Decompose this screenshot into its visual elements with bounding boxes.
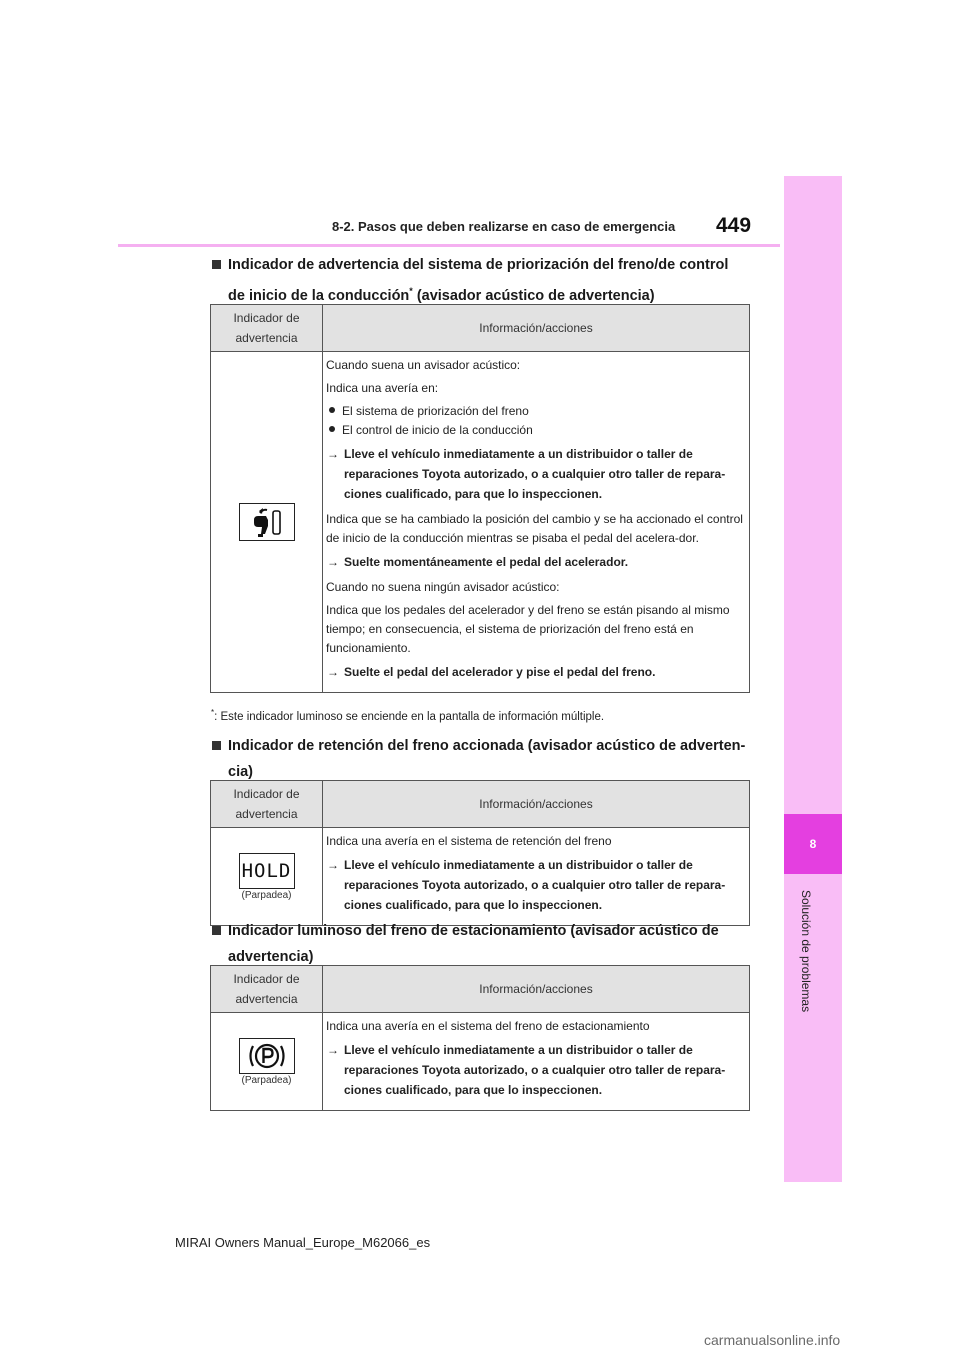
col-header-indicator: Indicador de advertencia bbox=[211, 966, 323, 1013]
info-cell: Cuando suena un avisador acústico: Indica una avería en: El sistema de priorización del freno El control de inicio de la conducción → Lleve el vehículo inmediatamente a un distribuidor o taller de reparaciones Toyota autorizado, o a cualquier otro taller de repara-ciones cualificado, para que lo inspeccionen. Indica que se ha cambiado la posición del cambio y se ha accionado el control de inicio de la conducción mientras se pisaba el pedal del acelera-dor. → Suelte momentáneamente el pedal del acelerador. Cuando no suena ningún avisador acústico: Indica que los pedales del acelerador y del freno se están pisando al mismo tiempo; en consecuencia, el sistema de priorización del freno está en funcionamiento. → Suelte el pedal del acelerador y pise el pedal del freno. bbox=[323, 352, 750, 693]
section-heading-brake-hold: Indicador de retención del freno accionada (avisador acústico de adverten- cia) bbox=[212, 733, 768, 785]
warning-table-brake-override bbox=[210, 304, 750, 693]
manual-footer: MIRAI Owners Manual_Europe_M62066_es bbox=[175, 1235, 431, 1250]
warning-table-brake-hold bbox=[210, 780, 750, 926]
chapter-number: 8 bbox=[784, 814, 842, 874]
action-instruction: → Lleve el vehículo inmediatamente a un distribuidor o taller de reparaciones Toyota autorizado, o a cualquier otro taller de repara-ciones cualificado, para que lo inspeccionen. bbox=[326, 1040, 745, 1100]
chapter-label: Solución de problemas bbox=[799, 890, 813, 1013]
warning-table-parking-brake bbox=[210, 965, 750, 1111]
brake-override-icon bbox=[239, 503, 295, 541]
info-cell: Indica una avería en el sistema de retención del freno → Lleve el vehículo inmediatamente a un distribuidor o taller de reparaciones Toyota autorizado, o a cualquier otro taller de repara-ciones cualificado, para que lo inspeccionen. bbox=[323, 828, 750, 926]
arrow-right-icon: → bbox=[327, 447, 339, 461]
chapter-side-tab bbox=[784, 176, 842, 1182]
icon-caption: (Parpadea) bbox=[241, 1074, 292, 1086]
list-item: El control de inicio de la conducción bbox=[329, 421, 745, 440]
icon-caption: (Parpadea) bbox=[241, 889, 292, 901]
parking-brake-icon bbox=[239, 1038, 295, 1074]
header-rule bbox=[118, 244, 780, 247]
action-instruction: → Lleve el vehículo inmediatamente a un distribuidor o taller de reparaciones Toyota autorizado, o a cualquier otro taller de repara-ciones cualificado, para que lo inspeccionen. bbox=[326, 855, 745, 915]
col-header-info: Información/acciones bbox=[323, 305, 750, 352]
col-header-info: Información/acciones bbox=[323, 966, 750, 1013]
col-header-info: Información/acciones bbox=[323, 781, 750, 828]
arrow-right-icon: → bbox=[327, 1043, 339, 1057]
action-instruction: → Lleve el vehículo inmediatamente a un distribuidor o taller de reparaciones Toyota autorizado, o a cualquier otro taller de repara-ciones cualificado, para que lo inspeccionen. bbox=[326, 444, 745, 504]
section-heading-brake-override: Indicador de advertencia del sistema de priorización del freno/de control de inicio de la conducción* (avisador acústico de advertencia) bbox=[212, 252, 768, 309]
info-cell: Indica una avería en el sistema del freno de estacionamiento → Lleve el vehículo inmediatamente a un distribuidor o taller de reparaciones Toyota autorizado, o a cualquier otro taller de repara-ciones cualificado, para que lo inspeccionen. bbox=[323, 1013, 750, 1111]
arrow-right-icon: → bbox=[327, 665, 339, 679]
action-instruction: → Suelte el pedal del acelerador y pise el pedal del freno. bbox=[326, 662, 745, 682]
square-bullet-icon bbox=[212, 926, 221, 935]
indicator-cell bbox=[211, 828, 323, 926]
watermark: carmanualsonline.info bbox=[704, 1332, 841, 1348]
arrow-right-icon: → bbox=[327, 555, 339, 569]
action-instruction: → Suelte momentáneamente el pedal del acelerador. bbox=[326, 552, 745, 572]
col-header-indicator: Indicador de advertencia bbox=[211, 305, 323, 352]
indicator-cell bbox=[211, 352, 323, 693]
bullet-dot-icon bbox=[329, 426, 335, 432]
hold-icon: HOLD bbox=[239, 853, 295, 889]
footnote: *: Este indicador luminoso se enciende en la pantalla de información múltiple. bbox=[211, 708, 605, 723]
section-heading-parking-brake: Indicador luminoso del freno de estacionamiento (avisador acústico de advertencia) bbox=[212, 918, 768, 970]
bullet-dot-icon bbox=[329, 407, 335, 413]
page-number: 449 bbox=[716, 214, 752, 237]
list-item: El sistema de priorización del freno bbox=[329, 402, 745, 421]
square-bullet-icon bbox=[212, 260, 221, 269]
section-title: 8-2. Pasos que deben realizarse en caso de emergencia bbox=[332, 219, 676, 234]
arrow-right-icon: → bbox=[327, 858, 339, 872]
square-bullet-icon bbox=[212, 741, 221, 750]
col-header-indicator: Indicador de advertencia bbox=[211, 781, 323, 828]
indicator-cell bbox=[211, 1013, 323, 1111]
